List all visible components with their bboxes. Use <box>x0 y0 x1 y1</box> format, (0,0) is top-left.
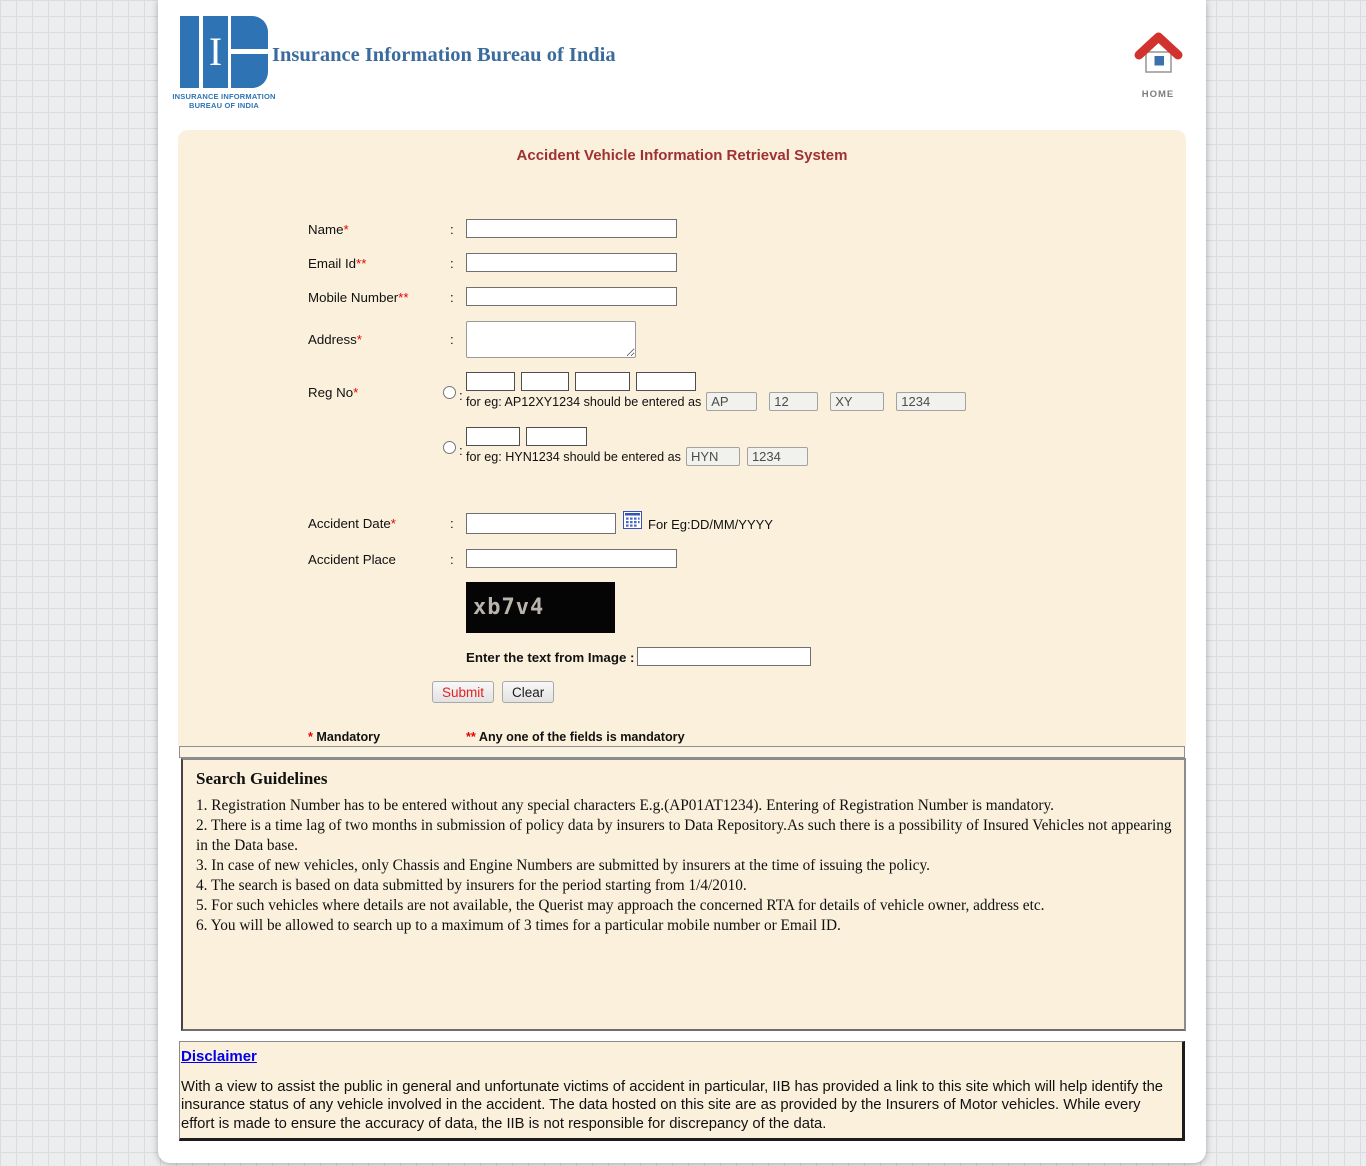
regno-district-input[interactable] <box>521 372 569 391</box>
required-marker: ** <box>398 290 409 305</box>
required-marker: ** <box>356 256 367 271</box>
captcha-text: xb7v4 <box>473 595 545 620</box>
required-marker: * <box>343 222 349 237</box>
colon: : <box>459 443 463 458</box>
regno-number2-input[interactable] <box>526 427 587 446</box>
colon: : <box>450 222 454 237</box>
regno-series-input[interactable] <box>575 372 630 391</box>
email-label: Email Id** <box>308 256 367 271</box>
logo-bar <box>203 16 228 88</box>
disclaimer-text: With a view to assist the public in general and unfortunate victims of accident in particular, IIB has provided a link to this site which will help identify the insurance status of any vehicle involved in the accident. The data hosted on this site are as provided by the Insurers of Motor vehicles. While every effort is made to ensure the accuracy of data, the IIB is not responsible for discrepancy of the data. <box>181 1079 1164 1132</box>
regno-label: Reg No* <box>308 385 359 400</box>
date-format-hint: For Eg:DD/MM/YYYY <box>648 517 773 532</box>
regno-format2-inputs <box>466 427 587 446</box>
form-title: Accident Vehicle Information Retrieval System <box>516 147 848 164</box>
logo-caption <box>172 92 276 110</box>
colon: : <box>450 516 454 531</box>
address-label: Address* <box>308 332 362 347</box>
guideline-item: 3. In case of new vehicles, only Chassis and Engine Numbers are submitted by insurers at the time of issuing the policy. <box>196 857 930 874</box>
disclaimer-panel <box>179 1041 1185 1141</box>
logo-caption-line2: BUREAU OF INDIA <box>188 101 260 110</box>
mobile-input[interactable] <box>466 287 677 306</box>
colon: : <box>450 256 454 271</box>
regno-example2 <box>466 447 808 466</box>
form-panel <box>178 130 1186 746</box>
submit-button[interactable]: Submit <box>432 681 494 703</box>
search-guidelines-panel <box>181 758 1186 1031</box>
regno-example-box: HYN <box>686 447 740 466</box>
guideline-item: 2. There is a time lag of two months in submission of policy data by insurers to Data Repository.As such there is a possibility of Insured Vehicles not appearing in the Data base. <box>196 817 1172 854</box>
required-marker: * <box>353 385 359 400</box>
calendar-icon[interactable] <box>623 511 642 534</box>
regno-example-box: AP <box>706 392 757 411</box>
captcha-prompt: Enter the text from Image : <box>466 650 635 665</box>
regno-example-box: XY <box>830 392 884 411</box>
guideline-item: 4. The search is based on data submitted by insurers for the period starting from 1/4/2010. <box>196 877 747 894</box>
captcha-image <box>466 582 615 633</box>
logo-b-shape <box>231 16 268 88</box>
regno-series2-input[interactable] <box>466 427 520 446</box>
logo-caption-line1: INSURANCE INFORMATION <box>172 92 276 101</box>
regno-example2-text: for eg: HYN1234 should be entered as <box>466 449 681 464</box>
logo-bar <box>180 16 199 88</box>
name-label: Name* <box>308 222 349 237</box>
captcha-input[interactable] <box>637 647 811 666</box>
required-marker: * <box>390 516 396 531</box>
accident-date-input[interactable] <box>466 513 616 534</box>
mobile-label: Mobile Number** <box>308 290 409 305</box>
iib-logo <box>172 16 286 110</box>
any-one-mandatory-note: ** Any one of the fields is mandatory <box>466 730 685 744</box>
regno-format1-inputs <box>466 372 696 391</box>
accident-place-input[interactable] <box>466 549 677 568</box>
regno-example2-boxes <box>686 447 808 466</box>
colon: : <box>459 388 463 403</box>
logo-letter: I <box>208 29 223 74</box>
mandatory-note: * Mandatory <box>308 730 381 744</box>
home-icon <box>1133 30 1183 76</box>
guideline-item: 1. Registration Number has to be entered without any special characters E.g.(AP01AT1234). Entering of Registration Number is mandatory. <box>196 797 1054 814</box>
address-textarea[interactable] <box>466 321 636 358</box>
email-input[interactable] <box>466 253 677 272</box>
regno-number-input[interactable] <box>636 372 696 391</box>
guideline-item: 5. For such vehicles where details are not available, the Querist may approach the concerned RTA for details of vehicle owner, address etc. <box>196 897 1045 914</box>
divider-strip <box>179 746 1185 758</box>
regno-example-box: 12 <box>769 392 818 411</box>
home-link[interactable] <box>1124 30 1192 100</box>
name-input[interactable] <box>466 219 677 238</box>
accident-place-label: Accident Place <box>308 552 396 567</box>
page <box>158 0 1206 1163</box>
colon: : <box>450 332 454 347</box>
regno-format2-radio[interactable] <box>443 441 456 454</box>
clear-button[interactable]: Clear <box>502 681 554 703</box>
guideline-item: 6. You will be allowed to search up to a maximum of 3 times for a particular mobile number or Email ID. <box>196 917 841 934</box>
disclaimer-link[interactable]: Disclaimer <box>181 1048 257 1065</box>
accident-date-label: Accident Date* <box>308 516 396 531</box>
colon: : <box>450 552 454 567</box>
org-title: Insurance Information Bureau of India <box>272 44 616 66</box>
regno-format1-radio[interactable] <box>443 386 456 399</box>
iib-logo-icon <box>180 16 268 88</box>
regno-example1-boxes <box>706 392 966 411</box>
regno-example1-text: for eg: AP12XY1234 should be entered as <box>466 394 702 409</box>
required-marker: * <box>356 332 362 347</box>
regno-example-box: 1234 <box>896 392 966 411</box>
regno-example-box: 1234 <box>747 447 808 466</box>
regno-example1 <box>466 392 966 411</box>
guidelines-title: Search Guidelines <box>196 769 328 788</box>
home-label: HOME <box>1141 89 1175 100</box>
guidelines-list <box>196 796 1174 936</box>
colon: : <box>450 290 454 305</box>
regno-state-input[interactable] <box>466 372 515 391</box>
